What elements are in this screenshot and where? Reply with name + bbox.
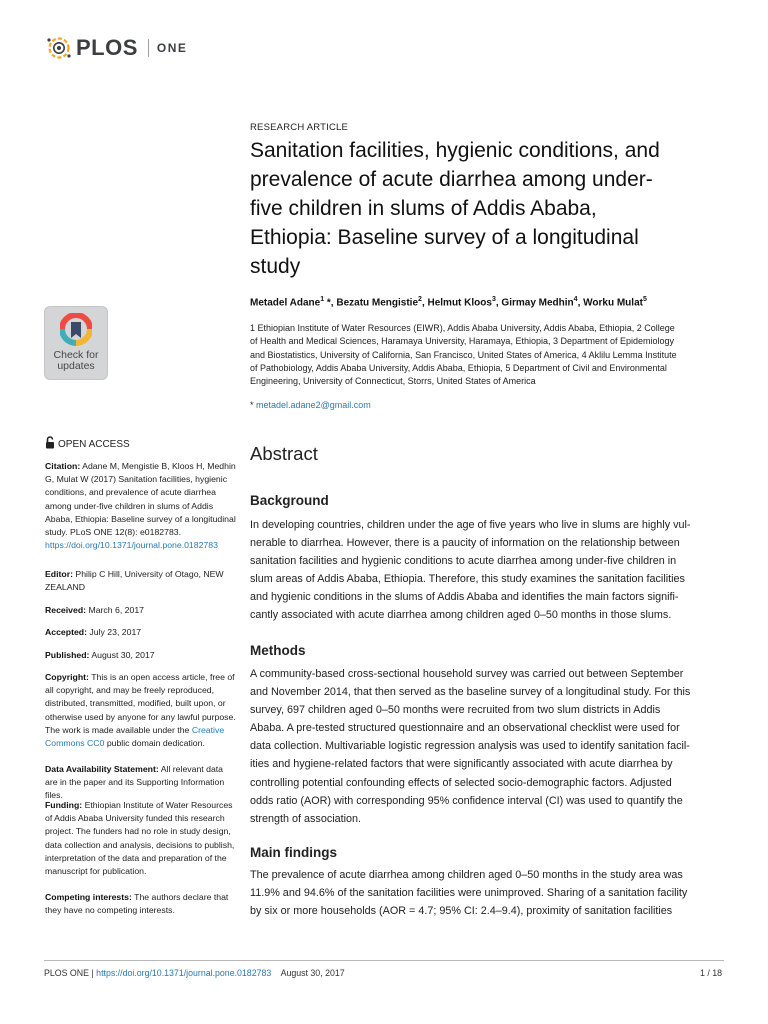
crossmark-icon <box>60 313 92 352</box>
crossmark-line1: Check for <box>53 349 99 361</box>
corresponding-email <box>250 400 722 410</box>
copyright-text: This is an open access article, free of all copyright, and may be freely reproduced, distributed, transmitted, modified, built upon, or otherwise used by anyone for any lawful purpose. The work is made available under the <box>45 672 236 735</box>
crossmark-line2: updates <box>57 360 95 372</box>
corresponding-mark: * <box>324 297 331 309</box>
citation-block <box>45 460 237 552</box>
paragraph-line: and hygienic conditions in the slums of Addis Ababa and identifies the main factors signifi- <box>250 591 679 604</box>
author-affil-sup: 1 <box>320 296 325 303</box>
affiliation-line: of Health and Medical Sciences, Haramaya University, Haramaya, Ethiopia, 3 Department of Epidemiology <box>250 336 675 347</box>
creative-commons-link[interactable]: Creative Commons CC0 <box>45 724 225 749</box>
paragraph-line: nerable to diarrhea. However, there is a paucity of information on the relationship between <box>250 537 680 550</box>
received-date: March 6, 2017 <box>88 605 145 615</box>
competing-interests-text: The authors declare that they have no competing interests. <box>45 892 229 916</box>
paragraph-line: strength of association. <box>250 812 362 825</box>
published-label: Published: <box>45 650 90 660</box>
paragraph-line: 11.9% and 94.6% of the sanitation facilities were unimproved. Sharing of a sanitation facility <box>250 887 688 900</box>
editor-block <box>45 568 237 594</box>
email-link[interactable]: metadel.adane2@gmail.com <box>256 400 371 410</box>
data-availability-block <box>45 763 237 803</box>
author-name[interactable]: Girmay Medhin <box>501 297 574 309</box>
background-heading: Background <box>250 493 329 508</box>
title-line: prevalence of acute diarrhea among under- <box>250 168 653 191</box>
open-access-label <box>45 436 130 452</box>
competing-interests-label: Competing interests: <box>45 892 132 902</box>
competing-interests-block <box>45 891 237 917</box>
open-access-text: OPEN ACCESS <box>58 438 130 450</box>
accepted-date: July 23, 2017 <box>89 627 142 637</box>
plos-logo-icon <box>44 34 74 62</box>
paragraph-line: and November 2014, that then served as the baseline survey of a longitudinal study. For this <box>250 686 691 699</box>
author-name[interactable]: Worku Mulat <box>583 297 643 309</box>
accepted-label: Accepted: <box>45 627 87 637</box>
title-line: study <box>250 255 301 278</box>
author-name[interactable]: Metadel Adane <box>250 297 321 309</box>
editor-label: Editor: <box>45 569 73 579</box>
data-availability-label: Data Availability Statement: <box>45 764 159 774</box>
received-label: Received: <box>45 605 87 615</box>
title-line: five children in slums of Addis Ababa, <box>250 197 597 220</box>
paragraph-line: ities and hygiene-related factors that were significantly associated with acute diarrhea by <box>250 758 673 771</box>
check-for-updates-badge[interactable] <box>44 306 108 380</box>
published-block <box>45 649 237 662</box>
logo-suffix: ONE <box>156 41 188 55</box>
footer <box>44 968 345 978</box>
affiliation-line: of Pathobiology, Addis Ababa University, Addis Ababa, Ethiopia, 5 Department of Civil and Environmental <box>250 362 667 373</box>
paragraph-line: The prevalence of acute diarrhea among children aged 0–50 months in the study area was <box>250 869 683 881</box>
paragraph-line: sanitation facilities and hygienic conditions to acute diarrhea among under-five children in <box>250 555 677 568</box>
plos-one-logo[interactable] <box>44 34 187 62</box>
paragraph-line: survey, 697 children aged 0–50 months were recruited from two slum districts in Addis <box>250 704 661 717</box>
affiliation-line: 1 Ethiopian Institute of Water Resources (EIWR), Addis Ababa University, Addis Ababa, Ethiopia, 2 College <box>250 323 675 333</box>
affiliations <box>250 322 722 388</box>
abstract-heading: Abstract <box>250 443 318 464</box>
logo-word: PLOS <box>76 35 138 60</box>
author-affil-sup: 2 <box>418 296 422 303</box>
funding-text: Ethiopian Institute of Water Resources of Addis Ababa University funded this research project. The funders had no role in study design, data collection and analysis, decisions to publish, interpretation of the data and preparation of the manuscript for publication. <box>45 800 235 877</box>
published-date: August 30, 2017 <box>91 650 155 660</box>
open-lock-icon <box>45 436 55 452</box>
paragraph-line: slum areas of Addis Ababa, Ethiopia. Therefore, this study examines the sanitation facilities <box>250 573 685 586</box>
footer-journal: PLOS ONE | <box>44 968 94 978</box>
author-name[interactable]: Bezatu Mengistie <box>336 297 419 309</box>
copyright-label: Copyright: <box>45 672 89 682</box>
main-findings-paragraph <box>250 866 716 920</box>
title-line: Sanitation facilities, hygienic conditions, and <box>250 139 660 162</box>
footer-divider <box>44 960 724 961</box>
email-star: * <box>250 400 254 410</box>
article-title <box>250 136 730 281</box>
main-findings-heading: Main findings <box>250 845 337 860</box>
methods-paragraph <box>250 665 716 828</box>
affiliation-line: Engineering, University of Connecticut, Storrs, United States of America <box>250 376 536 387</box>
citation-doi-link[interactable]: https://doi.org/10.1371/journal.pone.0182783 <box>45 540 218 551</box>
title-line: Ethiopia: Baseline survey of a longitudinal <box>250 226 639 249</box>
editor-text: Philip C Hill, University of Otago, NEW ZEALAND <box>45 569 224 593</box>
affiliation-line: and Biostatistics, University of California, San Francisco, United States of America, 4 Aklilu Lemma Institute <box>250 349 677 360</box>
page-number: 1 / 18 <box>699 968 722 978</box>
accepted-block <box>45 626 237 639</box>
methods-heading: Methods <box>250 643 306 658</box>
citation-label: Citation: <box>45 461 81 471</box>
data-availability-text: All relevant data are in the paper and its Supporting Information files. <box>45 764 225 801</box>
paragraph-line: data collection. Multivariable logistic regression analysis was used to identify sanitation facil- <box>250 740 690 753</box>
funding-block <box>45 799 237 878</box>
author-affil-sup: 5 <box>642 296 647 303</box>
paragraph-line: A community-based cross-sectional household survey was carried out between September <box>250 668 684 680</box>
paragraph-line: Ababa. A pre-tested structured questionnaire and an observational checklist were used for <box>250 722 680 735</box>
paragraph-line: In developing countries, children under the age of five years who live in slums are highly vul- <box>250 519 691 531</box>
paragraph-line: by six or more households (AOR = 4.7; 95% CI: 2.4–9.4), proximity of sanitation facilities <box>250 905 673 918</box>
copyright-tail: public domain dedication. <box>106 738 205 749</box>
author-affil-sup: 4 <box>573 296 578 303</box>
paragraph-line: odds ratio (AOR) with corresponding 95% confidence interval (CI) was used to quantify the <box>250 794 683 807</box>
received-block <box>45 604 237 617</box>
paragraph-line: cantly associated with acute diarrhea among children aged 0–50 months in those slums. <box>250 609 672 622</box>
logo-separator <box>148 39 149 57</box>
footer-date: August 30, 2017 <box>280 968 345 978</box>
copyright-block <box>45 671 237 750</box>
citation-text: Adane M, Mengistie B, Kloos H, Medhin G, Mulat W (2017) Sanitation facilities, hygienic conditions, and prevalence of acute diarrhea among under-five children in slums of Addis Ababa, Ethiopia: Baseline survey of a longitudinal study. PLoS ONE 12(8): e0182783. <box>45 461 236 538</box>
article-type: RESEARCH ARTICLE <box>250 122 349 133</box>
funding-label: Funding: <box>45 800 83 810</box>
paragraph-line: controlling potential confounding effects of selected socio-demographic factors. Adjusted <box>250 776 672 789</box>
footer-doi-link[interactable]: https://doi.org/10.1371/journal.pone.0182783 <box>96 968 272 978</box>
author-list: Metadel Adane$^1$ *, Bezatu Mengistie$^2$, Helmut Kloos$^3$, Girmay Medhin$^4$, Worku Mulat$^5$ <box>250 296 647 309</box>
background-paragraph <box>250 516 716 625</box>
author-name[interactable]: Helmut Kloos <box>427 297 492 309</box>
author-affil-sup: 3 <box>491 296 496 303</box>
